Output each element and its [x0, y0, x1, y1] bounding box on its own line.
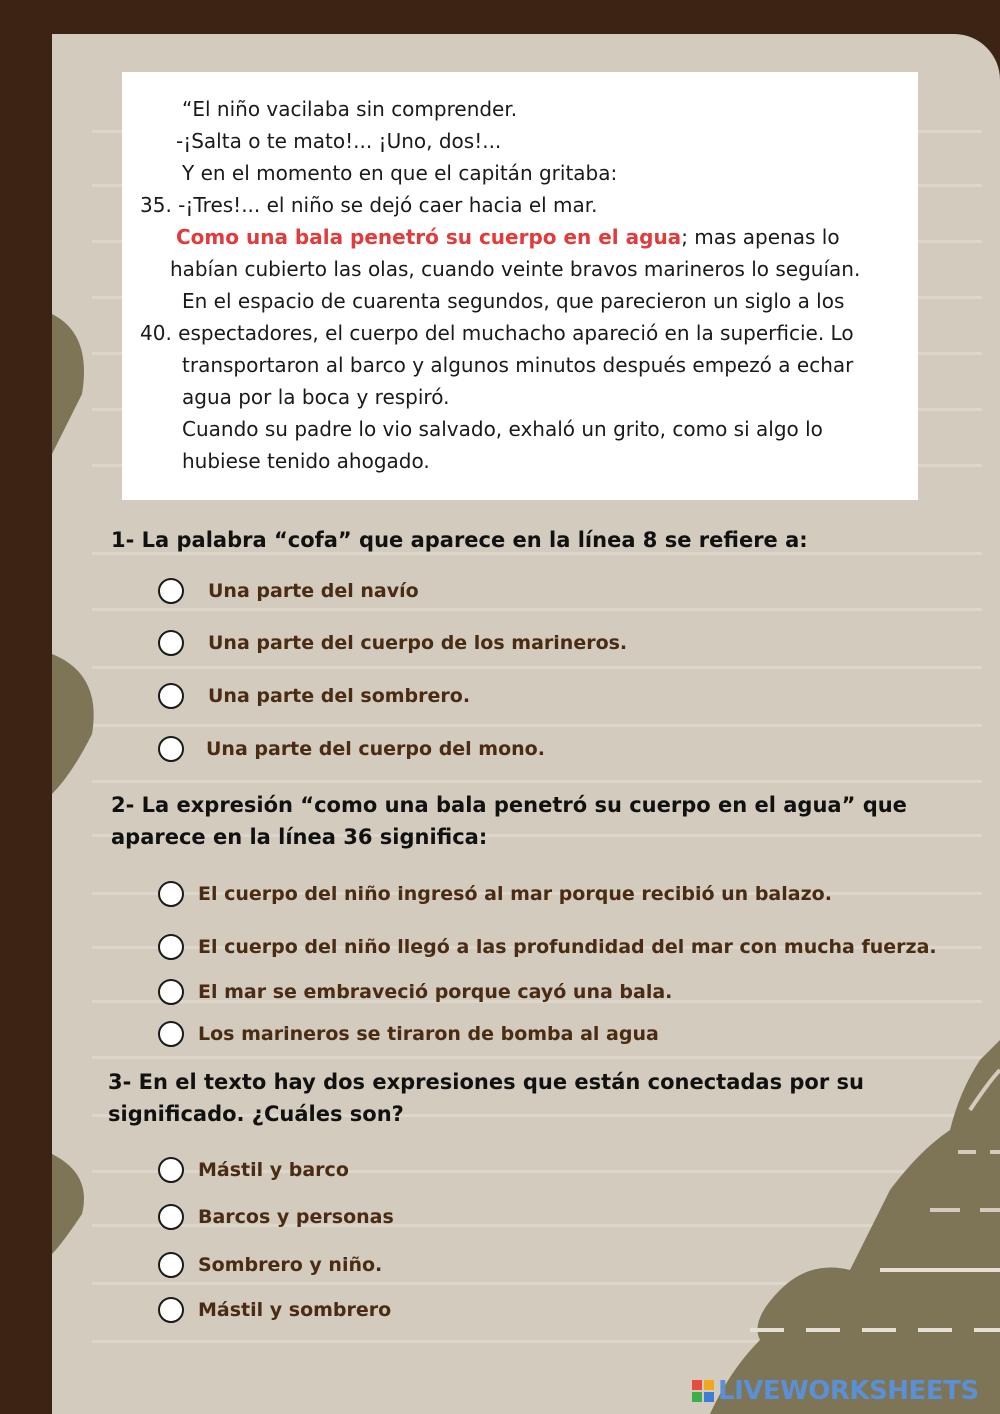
option-label: Una parte del sombrero.: [208, 685, 471, 707]
q3-option-1[interactable]: [158, 1155, 349, 1185]
question-3-line-2: significado. ¿Cuáles son?: [108, 1102, 404, 1126]
question-1: 1- La palabra “cofa” que aparece en la línea 8 se refiere a:: [111, 528, 808, 552]
passage-line: habían cubierto las olas, cuando veinte bravos marineros lo seguían.: [170, 257, 861, 281]
passage-line: Y en el momento en que el capitán gritaba:: [182, 161, 618, 185]
radio-button[interactable]: [158, 1297, 184, 1323]
radio-button[interactable]: [158, 578, 184, 604]
radio-button[interactable]: [158, 1021, 184, 1047]
q3-option-4[interactable]: [158, 1295, 391, 1325]
option-label: Los marineros se tiraron de bomba al agua: [198, 1023, 659, 1045]
reading-passage: [122, 72, 918, 500]
passage-line: 35. -¡Tres!... el niño se dejó caer hacia el mar.: [140, 193, 598, 217]
passage-line: transportaron al barco y algunos minutos después empezó a echar: [182, 353, 854, 377]
passage-line: [176, 224, 840, 250]
q2-option-3[interactable]: [158, 977, 672, 1007]
q2-option-4[interactable]: [158, 1019, 659, 1049]
radio-button[interactable]: [158, 630, 184, 656]
passage-line: 40. espectadores, el cuerpo del muchacho apareció en la superficie. Lo: [140, 321, 854, 345]
logo-text: LIVEWORKSHEETS: [718, 1376, 979, 1406]
radio-button[interactable]: [158, 683, 184, 709]
option-label: Una parte del navío: [208, 580, 419, 602]
passage-line: Cuando su padre lo vio salvado, exhaló un grito, como si algo lo: [182, 417, 823, 441]
highlighted-phrase: Como una bala penetró su cuerpo en el agua: [176, 225, 682, 249]
option-label: Una parte del cuerpo de los marineros.: [208, 632, 628, 654]
passage-line: “El niño vacilaba sin comprender.: [182, 97, 518, 121]
q3-option-3[interactable]: [158, 1250, 382, 1280]
q1-option-1[interactable]: [158, 576, 419, 606]
logo-squares-icon: [692, 1380, 714, 1402]
passage-line: hubiese tenido ahogado.: [182, 449, 430, 473]
q1-option-3[interactable]: [158, 681, 470, 711]
passage-line: -¡Salta o te mato!... ¡Uno, dos!...: [176, 129, 502, 153]
radio-button[interactable]: [158, 979, 184, 1005]
liveworksheets-logo[interactable]: [692, 1376, 979, 1406]
radio-button[interactable]: [158, 736, 184, 762]
radio-button[interactable]: [158, 934, 184, 960]
passage-line: En el espacio de cuarenta segundos, que parecieron un siglo a los: [182, 289, 845, 313]
q3-option-2[interactable]: [158, 1202, 394, 1232]
question-3: 3- En el texto hay dos expresiones que están conectadas por su: [108, 1070, 864, 1094]
q1-option-4[interactable]: [158, 734, 545, 764]
option-label: Sombrero y niño.: [198, 1254, 383, 1276]
radio-button[interactable]: [158, 1252, 184, 1278]
option-label: Mástil y sombrero: [198, 1299, 392, 1321]
q2-option-2[interactable]: [158, 932, 937, 962]
radio-button[interactable]: [158, 881, 184, 907]
radio-button[interactable]: [158, 1157, 184, 1183]
q1-option-2[interactable]: [158, 628, 627, 658]
passage-line-rest: ; mas apenas lo: [681, 225, 840, 249]
option-label: El mar se embraveció porque cayó una bala.: [198, 981, 673, 1003]
q2-option-1[interactable]: [158, 879, 832, 909]
option-label: Mástil y barco: [198, 1159, 349, 1181]
question-2-line-2: aparece en la línea 36 significa:: [111, 825, 488, 849]
question-2: 2- La expresión “como una bala penetró su cuerpo en el agua” que: [111, 793, 907, 817]
option-label: Una parte del cuerpo del mono.: [206, 738, 545, 760]
option-label: El cuerpo del niño ingresó al mar porque recibió un balazo.: [198, 883, 832, 905]
option-label: Barcos y personas: [198, 1206, 394, 1228]
option-label: El cuerpo del niño llegó a las profundidad del mar con mucha fuerza.: [198, 936, 937, 958]
radio-button[interactable]: [158, 1204, 184, 1230]
passage-line: agua por la boca y respiró.: [182, 385, 450, 409]
